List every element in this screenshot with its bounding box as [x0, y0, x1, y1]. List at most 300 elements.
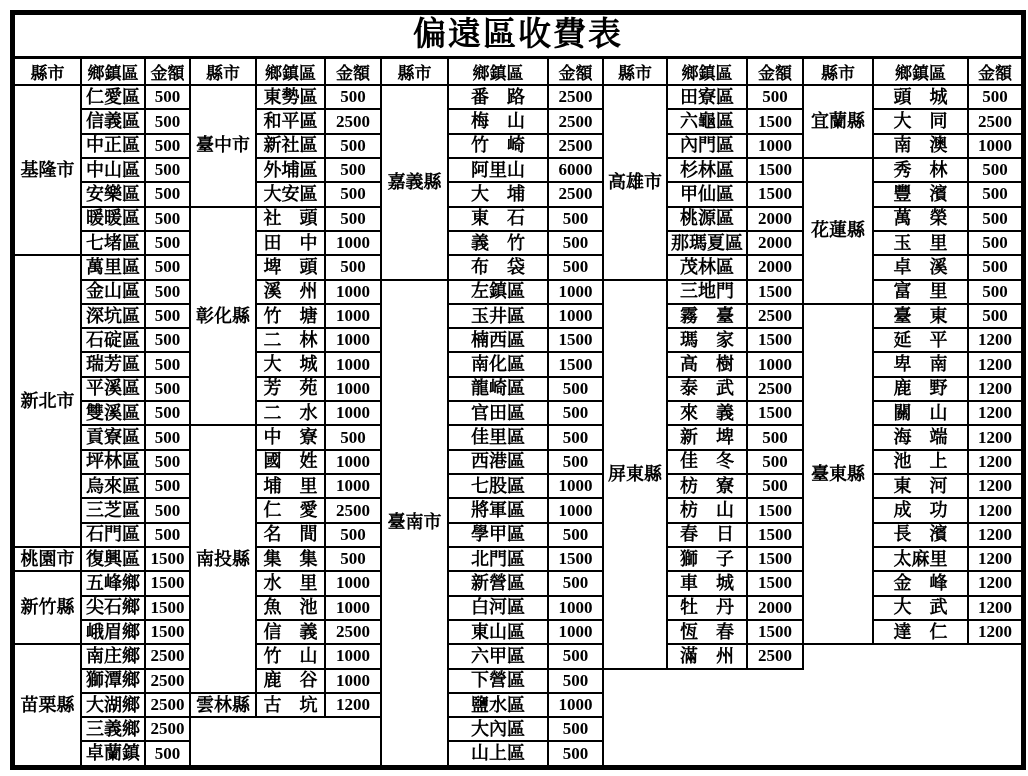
- district-cell: 鹿 谷: [256, 669, 325, 693]
- fee-cell: 2500: [145, 717, 190, 741]
- district-cell: 池 上: [873, 450, 968, 474]
- fee-cell: 500: [145, 498, 190, 522]
- fee-cell: 2500: [747, 304, 803, 328]
- fee-cell: 500: [145, 158, 190, 182]
- district-cell: 內門區: [667, 134, 747, 158]
- district-cell: 七股區: [448, 474, 548, 498]
- district-cell: 楠西區: [448, 328, 548, 352]
- column-header-fee: 金額: [968, 59, 1021, 85]
- fee-cell: 500: [325, 85, 381, 109]
- fee-cell: 1000: [325, 571, 381, 595]
- fee-cell: 1500: [747, 328, 803, 352]
- district-cell: 集 集: [256, 547, 325, 571]
- district-cell: 成 功: [873, 498, 968, 522]
- district-cell: 枋 山: [667, 498, 747, 522]
- district-cell: 車 城: [667, 571, 747, 595]
- fee-cell: 2500: [968, 109, 1021, 133]
- fee-cell: 500: [747, 474, 803, 498]
- fee-cell: 500: [145, 328, 190, 352]
- district-cell: 卑 南: [873, 352, 968, 376]
- district-cell: 二 林: [256, 328, 325, 352]
- district-cell: 南化區: [448, 352, 548, 376]
- fee-cell: 1200: [968, 498, 1021, 522]
- fee-cell: 1000: [548, 498, 603, 522]
- district-cell: 大湖鄉: [81, 693, 145, 717]
- fee-cell: 500: [145, 401, 190, 425]
- fee-cell: 1000: [325, 450, 381, 474]
- fee-cell: 2500: [747, 644, 803, 668]
- district-cell: 萬里區: [81, 255, 145, 279]
- fee-cell: 500: [968, 85, 1021, 109]
- district-cell: 西港區: [448, 450, 548, 474]
- district-cell: 秀 林: [873, 158, 968, 182]
- county-cell: 新北市: [15, 255, 81, 547]
- fee-cell: 500: [145, 523, 190, 547]
- fee-cell: 1500: [747, 498, 803, 522]
- district-cell: 鹽水區: [448, 693, 548, 717]
- fee-cell: 1000: [548, 304, 603, 328]
- district-cell: 芳 苑: [256, 377, 325, 401]
- district-cell: 古 坑: [256, 693, 325, 717]
- fee-cell: 1200: [968, 571, 1021, 595]
- district-cell: 玉 里: [873, 231, 968, 255]
- fee-cell: 500: [548, 425, 603, 449]
- fee-cell: 1500: [747, 571, 803, 595]
- district-cell: 萬 榮: [873, 207, 968, 231]
- district-cell: 安樂區: [81, 182, 145, 206]
- fee-cell: 500: [968, 255, 1021, 279]
- county-cell: 花蓮縣: [803, 158, 873, 304]
- fee-cell: 1000: [325, 644, 381, 668]
- district-cell: 埔 里: [256, 474, 325, 498]
- fee-cell: 500: [548, 644, 603, 668]
- fee-cell: 500: [145, 85, 190, 109]
- fee-cell: 2500: [548, 182, 603, 206]
- header-row: [15, 59, 1021, 85]
- county-cell: 雲林縣: [190, 693, 256, 717]
- district-cell: 富 里: [873, 280, 968, 304]
- fee-cell: 1500: [548, 547, 603, 571]
- page-title: 偏遠區收費表: [15, 15, 1021, 59]
- district-cell: 名 間: [256, 523, 325, 547]
- district-cell: 來 義: [667, 401, 747, 425]
- fee-cell: 500: [145, 352, 190, 376]
- district-cell: 溪 州: [256, 280, 325, 304]
- fee-cell: 1000: [325, 596, 381, 620]
- district-cell: 將軍區: [448, 498, 548, 522]
- table-row: [15, 158, 1021, 182]
- district-cell: 石碇區: [81, 328, 145, 352]
- fee-cell: 500: [548, 717, 603, 741]
- district-cell: 東 石: [448, 207, 548, 231]
- fee-cell: 1500: [747, 620, 803, 644]
- fee-cell: 500: [145, 474, 190, 498]
- fee-cell: 500: [145, 280, 190, 304]
- district-cell: 高 樹: [667, 352, 747, 376]
- district-cell: 白河區: [448, 596, 548, 620]
- fee-cell: 2500: [548, 134, 603, 158]
- fee-cell: 1200: [968, 328, 1021, 352]
- county-cell: 苗栗縣: [15, 644, 81, 765]
- table-row: [15, 85, 1021, 109]
- fee-cell: 500: [548, 669, 603, 693]
- district-cell: 峨眉鄉: [81, 620, 145, 644]
- district-cell: 大 同: [873, 109, 968, 133]
- district-cell: 太麻里: [873, 547, 968, 571]
- fee-cell: 500: [548, 401, 603, 425]
- fee-cell: 1500: [747, 401, 803, 425]
- fee-cell: 500: [325, 158, 381, 182]
- district-cell: 金山區: [81, 280, 145, 304]
- fee-cell: 500: [145, 255, 190, 279]
- county-cell: 桃園市: [15, 547, 81, 571]
- fee-cell: 1200: [968, 523, 1021, 547]
- fee-cell: 2000: [747, 596, 803, 620]
- district-cell: 滿 州: [667, 644, 747, 668]
- fee-cell: 500: [145, 304, 190, 328]
- district-cell: 平溪區: [81, 377, 145, 401]
- district-cell: 頭 城: [873, 85, 968, 109]
- column-header-district: 鄉鎮區: [81, 59, 145, 85]
- district-cell: 桃源區: [667, 207, 747, 231]
- fee-cell: 1000: [325, 328, 381, 352]
- column-header-county: 縣市: [15, 59, 81, 85]
- district-cell: 大安區: [256, 182, 325, 206]
- fee-cell: 500: [325, 425, 381, 449]
- district-cell: 水 里: [256, 571, 325, 595]
- district-cell: 魚 池: [256, 596, 325, 620]
- fee-cell: 500: [968, 304, 1021, 328]
- district-cell: 布 袋: [448, 255, 548, 279]
- fee-cell: 1000: [548, 620, 603, 644]
- county-cell: 臺中市: [190, 85, 256, 207]
- fee-cell: 1000: [747, 352, 803, 376]
- column-header-district: 鄉鎮區: [448, 59, 548, 85]
- fee-cell: 2500: [145, 693, 190, 717]
- district-cell: 杉林區: [667, 158, 747, 182]
- fee-cell: 2500: [325, 109, 381, 133]
- district-cell: 阿里山: [448, 158, 548, 182]
- fee-cell: 1500: [747, 182, 803, 206]
- fee-cell: 1200: [968, 596, 1021, 620]
- district-cell: 南 澳: [873, 134, 968, 158]
- fee-cell: 500: [145, 182, 190, 206]
- district-cell: 石門區: [81, 523, 145, 547]
- fee-cell: 1500: [548, 328, 603, 352]
- fee-cell: 1000: [325, 280, 381, 304]
- district-cell: 臺 東: [873, 304, 968, 328]
- fee-cell: 500: [548, 255, 603, 279]
- district-cell: 和平區: [256, 109, 325, 133]
- district-cell: 北門區: [448, 547, 548, 571]
- fee-cell: 500: [145, 425, 190, 449]
- fee-cell: 2500: [548, 85, 603, 109]
- district-cell: 梅 山: [448, 109, 548, 133]
- fee-cell: 500: [325, 255, 381, 279]
- district-cell: 尖石鄉: [81, 596, 145, 620]
- district-cell: 五峰鄉: [81, 571, 145, 595]
- fee-cell: 500: [145, 231, 190, 255]
- district-cell: 新 埤: [667, 425, 747, 449]
- fee-cell: 1200: [968, 377, 1021, 401]
- county-cell: 高雄市: [603, 85, 667, 280]
- district-cell: 海 端: [873, 425, 968, 449]
- district-cell: 牡 丹: [667, 596, 747, 620]
- district-cell: 復興區: [81, 547, 145, 571]
- fee-cell: 500: [548, 571, 603, 595]
- district-cell: 三芝區: [81, 498, 145, 522]
- fee-cell: 1200: [968, 450, 1021, 474]
- fee-table: [15, 59, 1021, 765]
- county-cell: 基隆市: [15, 85, 81, 255]
- fee-cell: 500: [145, 109, 190, 133]
- fee-cell: 1000: [325, 377, 381, 401]
- fee-cell: 1500: [747, 158, 803, 182]
- column-header-county: 縣市: [381, 59, 448, 85]
- fee-cell: 1000: [325, 474, 381, 498]
- district-cell: 那瑪夏區: [667, 231, 747, 255]
- fee-cell: 1200: [968, 401, 1021, 425]
- column-header-district: 鄉鎮區: [256, 59, 325, 85]
- county-cell: 南投縣: [190, 425, 256, 692]
- district-cell: 外埔區: [256, 158, 325, 182]
- fee-cell: 1000: [968, 134, 1021, 158]
- fee-cell: 1000: [325, 669, 381, 693]
- district-cell: 竹 崎: [448, 134, 548, 158]
- district-cell: 東 河: [873, 474, 968, 498]
- table-body: [15, 85, 1021, 765]
- district-cell: 仁 愛: [256, 498, 325, 522]
- fee-cell: 500: [968, 207, 1021, 231]
- district-cell: 二 水: [256, 401, 325, 425]
- district-cell: 信 義: [256, 620, 325, 644]
- district-cell: 東山區: [448, 620, 548, 644]
- column-header-district: 鄉鎮區: [667, 59, 747, 85]
- fee-cell: 1500: [747, 280, 803, 304]
- district-cell: 瑪 家: [667, 328, 747, 352]
- district-cell: 佳 冬: [667, 450, 747, 474]
- fee-cell: 500: [145, 207, 190, 231]
- district-cell: 深坑區: [81, 304, 145, 328]
- district-cell: 大內區: [448, 717, 548, 741]
- county-cell: 嘉義縣: [381, 85, 448, 280]
- district-cell: 恆 春: [667, 620, 747, 644]
- district-cell: 竹 山: [256, 644, 325, 668]
- fee-cell: 6000: [548, 158, 603, 182]
- county-cell: 臺南市: [381, 280, 448, 766]
- fee-cell: 500: [325, 182, 381, 206]
- district-cell: 社 頭: [256, 207, 325, 231]
- fee-cell: 2000: [747, 231, 803, 255]
- district-cell: 信義區: [81, 109, 145, 133]
- district-cell: 龍崎區: [448, 377, 548, 401]
- district-cell: 達 仁: [873, 620, 968, 644]
- column-header-fee: 金額: [145, 59, 190, 85]
- district-cell: 枋 寮: [667, 474, 747, 498]
- fee-cell: 1200: [325, 693, 381, 717]
- fee-cell: 500: [747, 85, 803, 109]
- district-cell: 下營區: [448, 669, 548, 693]
- district-cell: 七堵區: [81, 231, 145, 255]
- district-cell: 金 峰: [873, 571, 968, 595]
- district-cell: 延 平: [873, 328, 968, 352]
- fee-cell: 500: [548, 231, 603, 255]
- fee-cell: 1000: [747, 134, 803, 158]
- district-cell: 佳里區: [448, 425, 548, 449]
- district-cell: 新營區: [448, 571, 548, 595]
- fee-cell: 1500: [145, 571, 190, 595]
- district-cell: 暖暖區: [81, 207, 145, 231]
- fee-cell: 500: [548, 450, 603, 474]
- district-cell: 義 竹: [448, 231, 548, 255]
- fee-cell: 2500: [145, 644, 190, 668]
- district-cell: 三地門: [667, 280, 747, 304]
- fee-cell: 500: [325, 134, 381, 158]
- district-cell: 春 日: [667, 523, 747, 547]
- fee-cell: 500: [145, 741, 190, 765]
- fee-cell: 1000: [548, 693, 603, 717]
- fee-cell: 500: [968, 182, 1021, 206]
- column-header-county: 縣市: [803, 59, 873, 85]
- district-cell: 獅 子: [667, 547, 747, 571]
- fee-cell: 2500: [325, 498, 381, 522]
- district-cell: 六甲區: [448, 644, 548, 668]
- district-cell: 六龜區: [667, 109, 747, 133]
- table-row: [15, 304, 1021, 328]
- fee-cell: 1500: [548, 352, 603, 376]
- district-cell: 中山區: [81, 158, 145, 182]
- fee-cell: 500: [548, 523, 603, 547]
- district-cell: 仁愛區: [81, 85, 145, 109]
- column-header-fee: 金額: [548, 59, 603, 85]
- fee-cell: 1000: [548, 596, 603, 620]
- district-cell: 番 路: [448, 85, 548, 109]
- fee-cell: 500: [145, 134, 190, 158]
- fee-cell: 1500: [747, 109, 803, 133]
- fee-cell: 1500: [747, 523, 803, 547]
- fee-table-frame: [10, 10, 1026, 770]
- fee-cell: 500: [968, 280, 1021, 304]
- district-cell: 關 山: [873, 401, 968, 425]
- fee-cell: 500: [145, 450, 190, 474]
- district-cell: 田 中: [256, 231, 325, 255]
- fee-cell: 500: [325, 523, 381, 547]
- table-header: [15, 59, 1021, 85]
- fee-cell: 1000: [548, 474, 603, 498]
- district-cell: 泰 武: [667, 377, 747, 401]
- county-cell: 宜蘭縣: [803, 85, 873, 158]
- column-header-county: 縣市: [603, 59, 667, 85]
- district-cell: 茂林區: [667, 255, 747, 279]
- district-cell: 大 武: [873, 596, 968, 620]
- district-cell: 雙溪區: [81, 401, 145, 425]
- district-cell: 鹿 野: [873, 377, 968, 401]
- fee-cell: 500: [548, 741, 603, 765]
- district-cell: 甲仙區: [667, 182, 747, 206]
- fee-cell: 500: [325, 547, 381, 571]
- fee-cell: 2500: [548, 109, 603, 133]
- county-cell: 彰化縣: [190, 207, 256, 426]
- fee-cell: 1200: [968, 474, 1021, 498]
- fee-cell: 1000: [548, 280, 603, 304]
- column-header-fee: 金額: [747, 59, 803, 85]
- fee-cell: 1200: [968, 620, 1021, 644]
- district-cell: 學甲區: [448, 523, 548, 547]
- fee-cell: 1000: [325, 231, 381, 255]
- district-cell: 大 城: [256, 352, 325, 376]
- district-cell: 豐 濱: [873, 182, 968, 206]
- district-cell: 中 寮: [256, 425, 325, 449]
- fee-cell: 2500: [325, 620, 381, 644]
- district-cell: 玉井區: [448, 304, 548, 328]
- fee-cell: 1500: [145, 547, 190, 571]
- district-cell: 新社區: [256, 134, 325, 158]
- county-cell: 新竹縣: [15, 571, 81, 644]
- district-cell: 官田區: [448, 401, 548, 425]
- district-cell: 埤 頭: [256, 255, 325, 279]
- district-cell: 南庄鄉: [81, 644, 145, 668]
- fee-cell: 2000: [747, 207, 803, 231]
- column-header-fee: 金額: [325, 59, 381, 85]
- fee-cell: 2500: [145, 669, 190, 693]
- district-cell: 國 姓: [256, 450, 325, 474]
- district-cell: 獅潭鄉: [81, 669, 145, 693]
- district-cell: 貢寮區: [81, 425, 145, 449]
- fee-cell: 1200: [968, 547, 1021, 571]
- district-cell: 長 濱: [873, 523, 968, 547]
- district-cell: 大 埔: [448, 182, 548, 206]
- fee-cell: 1000: [325, 304, 381, 328]
- district-cell: 田寮區: [667, 85, 747, 109]
- fee-cell: 1000: [325, 401, 381, 425]
- district-cell: 山上區: [448, 741, 548, 765]
- fee-cell: 2500: [747, 377, 803, 401]
- fee-cell: 500: [548, 207, 603, 231]
- empty-cell: [803, 644, 1021, 765]
- fee-cell: 500: [747, 450, 803, 474]
- fee-cell: 1500: [747, 547, 803, 571]
- fee-cell: 1200: [968, 425, 1021, 449]
- fee-cell: 500: [145, 377, 190, 401]
- fee-cell: 1500: [145, 596, 190, 620]
- fee-cell: 1000: [325, 352, 381, 376]
- column-header-county: 縣市: [190, 59, 256, 85]
- district-cell: 三義鄉: [81, 717, 145, 741]
- empty-cell: [190, 717, 381, 765]
- fee-cell: 500: [548, 377, 603, 401]
- fee-cell: 1200: [968, 352, 1021, 376]
- district-cell: 霧 臺: [667, 304, 747, 328]
- fee-cell: 500: [325, 207, 381, 231]
- fee-cell: 1500: [145, 620, 190, 644]
- district-cell: 瑞芳區: [81, 352, 145, 376]
- fee-cell: 500: [747, 425, 803, 449]
- district-cell: 卓蘭鎮: [81, 741, 145, 765]
- county-cell: 屏東縣: [603, 280, 667, 669]
- fee-cell: 500: [968, 158, 1021, 182]
- fee-cell: 2000: [747, 255, 803, 279]
- district-cell: 坪林區: [81, 450, 145, 474]
- county-cell: 臺東縣: [803, 304, 873, 644]
- district-cell: 烏來區: [81, 474, 145, 498]
- empty-cell: [603, 669, 803, 766]
- district-cell: 卓 溪: [873, 255, 968, 279]
- district-cell: 左鎮區: [448, 280, 548, 304]
- district-cell: 東勢區: [256, 85, 325, 109]
- table-row: [15, 644, 1021, 668]
- fee-cell: 500: [968, 231, 1021, 255]
- column-header-district: 鄉鎮區: [873, 59, 968, 85]
